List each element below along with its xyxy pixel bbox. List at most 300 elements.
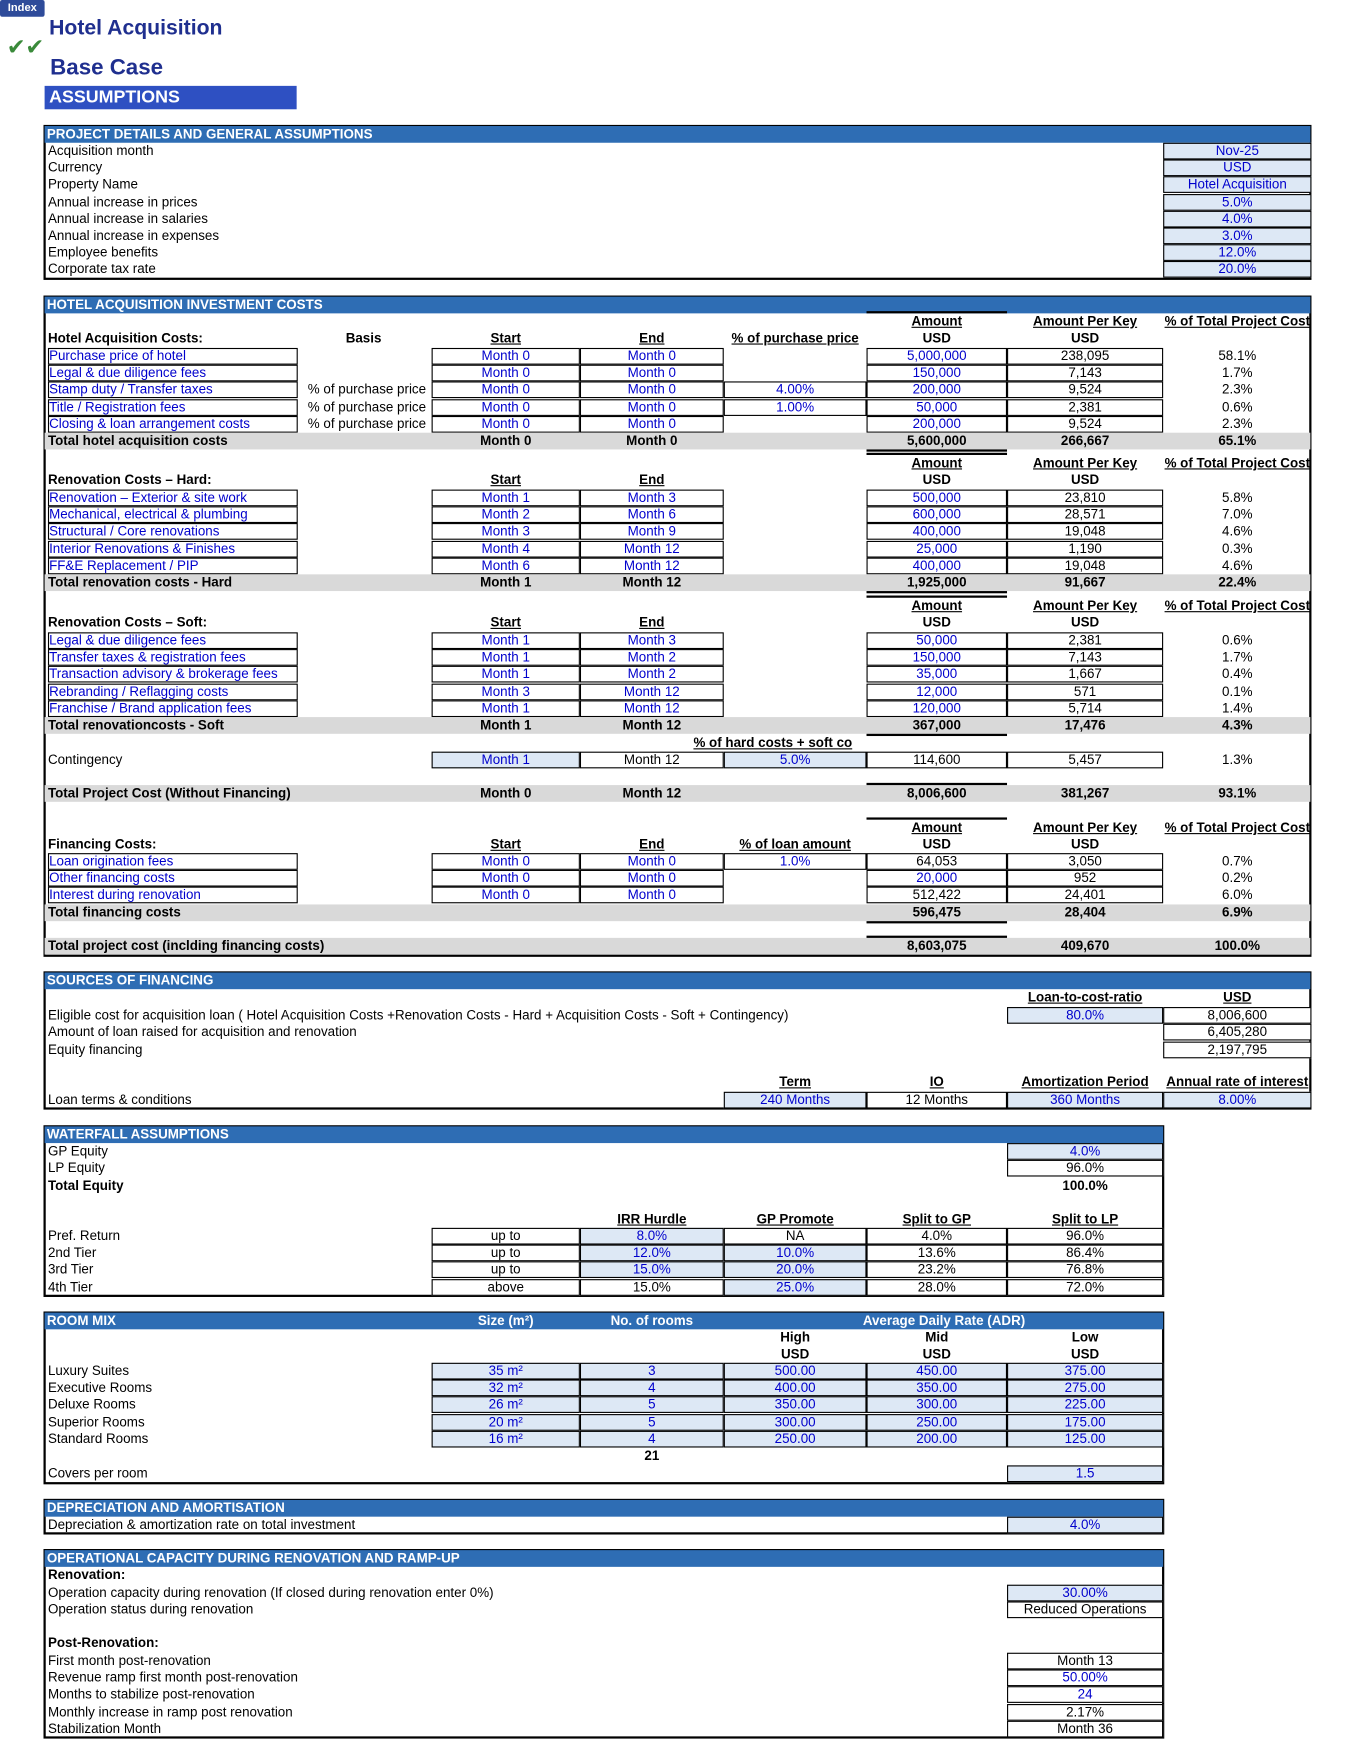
project-label: Acquisition month: [47, 142, 154, 159]
term-value[interactable]: 240 Months: [724, 1092, 867, 1109]
financing-label[interactable]: Interest during renovation: [48, 887, 298, 904]
status-label: Operation status during renovation: [47, 1601, 254, 1618]
term-header: Term: [779, 1073, 811, 1090]
adr-high-value[interactable]: 350.00: [724, 1397, 867, 1414]
perkey-value[interactable]: 238,095: [1007, 348, 1163, 365]
adr-low-value[interactable]: 375.00: [1007, 1363, 1163, 1380]
split-gp-value[interactable]: 4.0%: [867, 1228, 1008, 1245]
financing-pct-total: 0.2%: [1222, 870, 1253, 886]
project-value[interactable]: Nov-25: [1163, 143, 1311, 160]
financing-start[interactable]: Month 0: [432, 853, 580, 870]
financing-amount[interactable]: 20,000: [867, 870, 1008, 887]
start-header: Start: [490, 614, 521, 631]
end-month[interactable]: Month 12: [580, 557, 724, 574]
perkey-value[interactable]: 2,381: [1007, 632, 1163, 649]
tpc-perkey: 381,267: [1060, 785, 1110, 801]
end-header: End: [639, 330, 665, 346]
split-gp-value[interactable]: 23.2%: [867, 1262, 1008, 1279]
perkey-header: Amount Per Key: [1033, 313, 1138, 329]
project-value[interactable]: Hotel Acquisition: [1163, 177, 1311, 194]
start-month[interactable]: Month 4: [432, 540, 580, 557]
total-label: Total renovationcosts - Soft: [47, 717, 224, 733]
adr-high: High: [780, 1329, 811, 1345]
pct-input[interactable]: 1.00%: [724, 399, 867, 416]
total-perkey: 266,667: [1060, 432, 1110, 449]
end-month[interactable]: Month 0: [580, 365, 724, 382]
basis-text: % of purchase price: [307, 415, 427, 432]
financing-start[interactable]: Month 0: [432, 870, 580, 887]
room-size[interactable]: 16 m²: [432, 1431, 580, 1448]
room-type-label: Standard Rooms: [47, 1430, 149, 1447]
adr-high-value[interactable]: 500.00: [724, 1363, 867, 1380]
room-count[interactable]: 4: [580, 1380, 724, 1397]
usd-header: USD: [1070, 330, 1100, 346]
adr-low-value[interactable]: 125.00: [1007, 1431, 1163, 1448]
perkey-value[interactable]: 23,810: [1007, 490, 1163, 507]
perkey-value[interactable]: 7,143: [1007, 365, 1163, 382]
total-pct: 65.1%: [1218, 432, 1257, 449]
cost-item-label[interactable]: Title / Registration fees: [48, 399, 298, 416]
pct-total-header: % of Total Project Cost: [1164, 455, 1311, 471]
contingency-perkey[interactable]: 5,457: [1007, 752, 1163, 769]
pct-total-value: 58.1%: [1218, 347, 1257, 364]
split-lp-value[interactable]: 96.0%: [1007, 1228, 1163, 1245]
gp-promote-value[interactable]: 25.0%: [724, 1279, 867, 1296]
split-lp-header: Split to LP: [1051, 1211, 1119, 1227]
pct-total-value: 0.1%: [1222, 683, 1253, 699]
total-start: Month 1: [480, 717, 532, 733]
total-end: Month 0: [626, 432, 678, 449]
basis-header: Basis: [345, 330, 382, 346]
total-perkey: 17,476: [1064, 717, 1106, 733]
rule: [867, 591, 1008, 593]
end-month[interactable]: Month 3: [580, 632, 724, 649]
pct-total-value: 0.6%: [1222, 632, 1253, 648]
rule: [867, 734, 1008, 736]
equity-value[interactable]: 2,197,795: [1163, 1042, 1311, 1059]
start-month[interactable]: Month 2: [432, 507, 580, 524]
financing-amount[interactable]: 64,053: [867, 853, 1008, 870]
perkey-value[interactable]: 19,048: [1007, 523, 1163, 540]
irr-hurdle-value[interactable]: 8.0%: [580, 1228, 724, 1245]
room-size[interactable]: 20 m²: [432, 1414, 580, 1431]
usd-header: USD: [1223, 989, 1252, 1005]
rate-header: Annual rate of interest: [1166, 1073, 1309, 1090]
pct-total-header: % of Total Project Cost: [1164, 819, 1311, 836]
start-month[interactable]: Month 0: [432, 382, 580, 399]
irr-hurdle-value[interactable]: 15.0%: [580, 1262, 724, 1279]
pct-total-value: 5.8%: [1222, 489, 1253, 506]
room-total: 21: [644, 1447, 660, 1464]
total-equity-label: Total Equity: [47, 1177, 124, 1194]
amount-header: Amount: [911, 819, 963, 836]
eligible-value[interactable]: 8,006,600: [1163, 1007, 1311, 1024]
status-value[interactable]: Reduced Operations: [1007, 1601, 1163, 1618]
pct-total-header: % of Total Project Cost: [1164, 597, 1311, 614]
pct-total-value: 1.7%: [1222, 364, 1253, 381]
project-label: Currency: [47, 159, 103, 176]
depreciation-header: DEPRECIATION AND AMORTISATION: [45, 1500, 1164, 1517]
project-label: Property Name: [47, 176, 138, 193]
total-label: Total renovation costs - Hard: [47, 574, 233, 590]
amount-value[interactable]: 150,000: [867, 649, 1008, 666]
irr-hurdle-value[interactable]: 15.0%: [580, 1279, 724, 1296]
total-amount: 5,600,000: [906, 432, 967, 449]
project-value[interactable]: 12.0%: [1163, 244, 1311, 261]
adr-mid-value[interactable]: 250.00: [867, 1414, 1008, 1431]
grand-total-pct: 100.0%: [1214, 937, 1261, 954]
financing-pct[interactable]: 1.0%: [724, 853, 867, 870]
project-label: Employee benefits: [47, 244, 159, 261]
end-month[interactable]: Month 2: [580, 666, 724, 683]
start-month[interactable]: Month 1: [432, 490, 580, 507]
terms-label: Loan terms & conditions: [47, 1091, 192, 1108]
post-renovation-label: Months to stabilize post-renovation: [47, 1686, 255, 1703]
adr-mid-value[interactable]: 200.00: [867, 1431, 1008, 1448]
financing-end[interactable]: Month 0: [580, 853, 724, 870]
financing-amount[interactable]: 512,422: [867, 887, 1008, 904]
gp-equity-value[interactable]: 4.0%: [1007, 1143, 1163, 1160]
adr-low-value[interactable]: 275.00: [1007, 1380, 1163, 1397]
end-month[interactable]: Month 12: [580, 540, 724, 557]
room-count[interactable]: 3: [580, 1363, 724, 1380]
project-value[interactable]: 3.0%: [1163, 228, 1311, 245]
amount-value[interactable]: 35,000: [867, 666, 1008, 683]
grand-total-perkey: 409,670: [1060, 937, 1110, 954]
project-header: PROJECT DETAILS AND GENERAL ASSUMPTIONS: [45, 126, 1311, 143]
contingency-amount[interactable]: 114,600: [867, 752, 1008, 769]
perkey-value[interactable]: 571: [1007, 683, 1163, 700]
post-renovation-value[interactable]: Month 13: [1007, 1653, 1163, 1670]
post-renovation-label: First month post-renovation: [47, 1652, 211, 1669]
usd-header: USD: [1070, 1346, 1100, 1362]
start-month[interactable]: Month 0: [432, 416, 580, 433]
contingency-start[interactable]: Month 1: [432, 752, 580, 769]
gp-promote-value[interactable]: 10.0%: [724, 1245, 867, 1262]
ltc-header: Loan-to-cost-ratio: [1027, 989, 1143, 1005]
grand-total-amount: 8,603,075: [906, 937, 967, 954]
post-renovation-value[interactable]: 2.17%: [1007, 1704, 1163, 1721]
depreciation-value[interactable]: 4.0%: [1007, 1517, 1163, 1534]
financing-end[interactable]: Month 0: [580, 870, 724, 887]
cost-item-label[interactable]: Closing & loan arrangement costs: [48, 416, 298, 433]
adr-low-value[interactable]: 225.00: [1007, 1397, 1163, 1414]
cost-item-label[interactable]: Transfer taxes & registration fees: [48, 649, 298, 666]
financing-label[interactable]: Other financing costs: [48, 870, 298, 887]
contingency-label: Contingency: [47, 751, 123, 768]
financing-end[interactable]: Month 0: [580, 887, 724, 904]
loan-value[interactable]: 6,405,280: [1163, 1024, 1311, 1041]
financing-total-perkey: 28,404: [1064, 904, 1106, 921]
checkmark-icon: ✔✔: [6, 35, 45, 61]
total-pct: 22.4%: [1218, 574, 1257, 590]
adr-mid-value[interactable]: 350.00: [867, 1380, 1008, 1397]
split-gp-header: Split to GP: [902, 1211, 971, 1227]
perkey-value[interactable]: 1,190: [1007, 540, 1163, 557]
split-gp-value[interactable]: 13.6%: [867, 1245, 1008, 1262]
tier-operator[interactable]: up to: [432, 1245, 580, 1262]
start-month[interactable]: Month 0: [432, 348, 580, 365]
loan-label: Amount of loan raised for acquisition and renovation: [47, 1023, 357, 1040]
cost-item-label[interactable]: Legal & due diligence fees: [48, 365, 298, 382]
room-size[interactable]: 32 m²: [432, 1380, 580, 1397]
group-title: Renovation Costs – Hard:: [47, 471, 212, 488]
project-label: Annual increase in expenses: [47, 227, 220, 244]
tier-operator[interactable]: above: [432, 1279, 580, 1296]
rule: [867, 817, 1008, 819]
end-month[interactable]: Month 0: [580, 399, 724, 416]
start-month[interactable]: Month 1: [432, 649, 580, 666]
io-header: IO: [929, 1073, 944, 1090]
index-tab-button[interactable]: Index: [0, 0, 45, 17]
pct-total-value: 0.3%: [1222, 540, 1253, 557]
perkey-value[interactable]: 9,524: [1007, 416, 1163, 433]
room-count[interactable]: 5: [580, 1414, 724, 1431]
rule: [867, 453, 1008, 455]
adr-low-value[interactable]: 175.00: [1007, 1414, 1163, 1431]
start-header: Start: [490, 836, 521, 853]
split-lp-value[interactable]: 86.4%: [1007, 1245, 1163, 1262]
tier-operator[interactable]: up to: [432, 1228, 580, 1245]
group-title: Hotel Acquisition Costs:: [47, 330, 203, 346]
io-value[interactable]: 12 Months: [867, 1092, 1008, 1109]
rule: [867, 596, 1008, 598]
total-label: Total hotel acquisition costs: [47, 432, 228, 449]
end-month[interactable]: Month 0: [580, 348, 724, 365]
gp-equity-label: GP Equity: [47, 1143, 108, 1159]
perkey-header: Amount Per Key: [1033, 455, 1138, 471]
room-count[interactable]: 5: [580, 1397, 724, 1414]
perkey-value[interactable]: 2,381: [1007, 399, 1163, 416]
irr-hurdle-header: IRR Hurdle: [617, 1211, 687, 1227]
split-gp-value[interactable]: 28.0%: [867, 1279, 1008, 1296]
total-start: Month 0: [480, 432, 532, 449]
covers-label: Covers per room: [47, 1465, 148, 1481]
cost-item-label[interactable]: Stamp duty / Transfer taxes: [48, 382, 298, 399]
contingency-pct-total: 1.3%: [1222, 751, 1253, 768]
post-renovation-value[interactable]: 24: [1007, 1687, 1163, 1704]
financing-total-pct: 6.9%: [1222, 904, 1253, 921]
amount-value[interactable]: 5,000,000: [867, 348, 1008, 365]
amount-value[interactable]: 50,000: [867, 399, 1008, 416]
room-size[interactable]: 26 m²: [432, 1397, 580, 1414]
adr-high-value[interactable]: 300.00: [724, 1414, 867, 1431]
adr-mid-value[interactable]: 300.00: [867, 1397, 1008, 1414]
perkey-value[interactable]: 28,571: [1007, 507, 1163, 524]
start-month[interactable]: Month 0: [432, 365, 580, 382]
adr-mid-value[interactable]: 450.00: [867, 1363, 1008, 1380]
usd-header: USD: [922, 1346, 951, 1362]
cost-item-label[interactable]: Legal & due diligence fees: [48, 632, 298, 649]
sources-header: SOURCES OF FINANCING: [45, 972, 1311, 989]
start-header: Start: [490, 330, 521, 346]
post-renovation-value[interactable]: Month 36: [1007, 1721, 1163, 1738]
end-month[interactable]: Month 12: [580, 683, 724, 700]
contingency-pct[interactable]: 5.0%: [724, 752, 867, 769]
split-lp-value[interactable]: 76.8%: [1007, 1262, 1163, 1279]
covers-value[interactable]: 1.5: [1007, 1465, 1163, 1482]
end-header: End: [639, 614, 665, 631]
split-lp-value[interactable]: 72.0%: [1007, 1279, 1163, 1296]
pct-total-value: 2.3%: [1222, 415, 1253, 432]
rooms-header: No. of rooms: [610, 1312, 694, 1329]
tpc-end: Month 12: [622, 785, 682, 801]
ltc-value[interactable]: 80.0%: [1007, 1007, 1163, 1024]
room-mix-header: ROOM MIX: [45, 1313, 1164, 1330]
basis-text: % of purchase price: [307, 398, 427, 415]
amount-value[interactable]: 150,000: [867, 365, 1008, 382]
amount-value[interactable]: 12,000: [867, 683, 1008, 700]
financing-total-amount: 596,475: [912, 904, 961, 921]
tier-label: 3rd Tier: [47, 1261, 94, 1278]
perkey-value[interactable]: 1,667: [1007, 666, 1163, 683]
start-month[interactable]: Month 1: [432, 700, 580, 717]
lp-equity-label: LP Equity: [47, 1159, 106, 1176]
project-value[interactable]: USD: [1163, 160, 1311, 177]
contingency-end[interactable]: Month 12: [580, 752, 724, 769]
amount-value[interactable]: 600,000: [867, 507, 1008, 524]
adr-mid: Mid: [925, 1329, 949, 1345]
project-label: Annual increase in prices: [47, 193, 198, 210]
amount-value[interactable]: 400,000: [867, 523, 1008, 540]
pct-total-value: 0.4%: [1222, 666, 1253, 682]
operations-header: OPERATIONAL CAPACITY DURING RENOVATION AND RAMP-UP: [45, 1550, 1164, 1567]
usd-header: USD: [1070, 614, 1100, 631]
total-end: Month 12: [622, 574, 682, 590]
start-month[interactable]: Month 6: [432, 557, 580, 574]
pct-total-value: 4.6%: [1222, 523, 1253, 540]
gp-promote-header: GP Promote: [756, 1211, 834, 1227]
pct-header: % of loan amount: [739, 836, 851, 853]
amount-value[interactable]: 200,000: [867, 416, 1008, 433]
project-value[interactable]: 5.0%: [1163, 194, 1311, 211]
perkey-value[interactable]: 9,524: [1007, 382, 1163, 399]
end-month[interactable]: Month 9: [580, 523, 724, 540]
amount-value[interactable]: 120,000: [867, 700, 1008, 717]
tpc-label: Total Project Cost (Without Financing): [47, 785, 291, 801]
total-end: Month 12: [622, 717, 682, 733]
adr-high-value[interactable]: 400.00: [724, 1380, 867, 1397]
cost-item-label[interactable]: Rebranding / Reflagging costs: [48, 683, 298, 700]
rate-value[interactable]: 8.00%: [1163, 1092, 1311, 1109]
end-month[interactable]: Month 12: [580, 700, 724, 717]
basis-text: [308, 365, 431, 382]
perkey-value[interactable]: 5,714: [1007, 700, 1163, 717]
investment-header: HOTEL ACQUISITION INVESTMENT COSTS: [45, 297, 1311, 314]
amount-value[interactable]: 400,000: [867, 557, 1008, 574]
end-month[interactable]: Month 0: [580, 382, 724, 399]
amount-value[interactable]: 500,000: [867, 490, 1008, 507]
rule: [867, 921, 1008, 923]
pct-total-header: % of Total Project Cost: [1164, 313, 1311, 329]
rule: [867, 449, 1008, 451]
project-value[interactable]: 4.0%: [1163, 211, 1311, 228]
end-header: End: [639, 471, 665, 488]
tier-operator[interactable]: up to: [432, 1262, 580, 1279]
cost-item-label[interactable]: Renovation – Exterior & site work: [48, 490, 298, 507]
renovation-title: Renovation:: [47, 1566, 126, 1583]
financing-start[interactable]: Month 0: [432, 887, 580, 904]
grand-total-label: Total project cost (inclding financing costs): [47, 937, 325, 954]
room-type-label: Executive Rooms: [47, 1379, 153, 1396]
tier-label: 4th Tier: [47, 1278, 93, 1295]
perkey-value[interactable]: 7,143: [1007, 649, 1163, 666]
start-month[interactable]: Month 0: [432, 399, 580, 416]
amount-value[interactable]: 50,000: [867, 632, 1008, 649]
financing-perkey[interactable]: 952: [1007, 870, 1163, 887]
room-type-label: Superior Rooms: [47, 1413, 145, 1430]
page-title: Hotel Acquisition: [49, 16, 223, 41]
post-renovation-label: Monthly increase in ramp post renovation: [47, 1703, 293, 1720]
financing-perkey[interactable]: 3,050: [1007, 853, 1163, 870]
total-start: Month 1: [480, 574, 532, 590]
lp-equity-value[interactable]: 96.0%: [1007, 1160, 1163, 1177]
gp-promote-value[interactable]: NA: [724, 1228, 867, 1245]
start-month[interactable]: Month 1: [432, 632, 580, 649]
perkey-value[interactable]: 19,048: [1007, 557, 1163, 574]
adr-header: Average Daily Rate (ADR): [862, 1312, 1026, 1329]
financing-pct-total: 0.7%: [1222, 853, 1253, 869]
financing-label[interactable]: Loan origination fees: [48, 853, 298, 870]
end-header: End: [639, 836, 665, 853]
total-amount: 367,000: [912, 717, 961, 733]
room-type-label: Luxury Suites: [47, 1362, 130, 1379]
cost-item-label[interactable]: Purchase price of hotel: [48, 348, 298, 365]
gp-promote-value[interactable]: 20.0%: [724, 1262, 867, 1279]
room-type-label: Deluxe Rooms: [47, 1396, 136, 1413]
room-size[interactable]: 35 m²: [432, 1363, 580, 1380]
end-month[interactable]: Month 3: [580, 490, 724, 507]
start-month[interactable]: Month 3: [432, 683, 580, 700]
start-month[interactable]: Month 1: [432, 666, 580, 683]
cost-item-label[interactable]: Transaction advisory & brokerage fees: [48, 666, 298, 683]
end-month[interactable]: Month 2: [580, 649, 724, 666]
cost-item-label[interactable]: FF&E Replacement / PIP: [48, 557, 298, 574]
end-month[interactable]: Month 6: [580, 507, 724, 524]
pct-input[interactable]: 4.00%: [724, 382, 867, 399]
amount-value[interactable]: 25,000: [867, 540, 1008, 557]
project-label: Annual increase in salaries: [47, 210, 208, 227]
amount-header: Amount: [911, 597, 963, 614]
cost-item-label[interactable]: Franchise / Brand application fees: [48, 700, 298, 717]
pct-total-value: 1.7%: [1222, 649, 1253, 665]
post-renovation-value[interactable]: 50.00%: [1007, 1670, 1163, 1687]
financing-perkey[interactable]: 24,401: [1007, 887, 1163, 904]
irr-hurdle-value[interactable]: 12.0%: [580, 1245, 724, 1262]
eligible-label: Eligible cost for acquisition loan ( Hotel Acquisition Costs +Renovation Costs - Hard + Acquisition Costs - Soft + Contingency): [47, 1007, 789, 1023]
amort-value[interactable]: 360 Months: [1007, 1092, 1163, 1109]
amount-value[interactable]: 200,000: [867, 382, 1008, 399]
pct-total-value: 2.3%: [1222, 381, 1253, 398]
pct-total-value: 1.4%: [1222, 700, 1253, 716]
adr-high-value[interactable]: 250.00: [724, 1431, 867, 1448]
post-renovation-label: Revenue ramp first month post-renovation: [47, 1669, 298, 1686]
cost-item-label[interactable]: Structural / Core renovations: [48, 523, 298, 540]
total-equity-value: 100.0%: [1062, 1177, 1108, 1194]
cost-item-label[interactable]: Mechanical, electrical & plumbing: [48, 507, 298, 524]
capacity-value[interactable]: 30.00%: [1007, 1585, 1163, 1602]
start-month[interactable]: Month 3: [432, 523, 580, 540]
project-value[interactable]: 20.0%: [1163, 261, 1311, 278]
financing-pct-total: 6.0%: [1222, 887, 1253, 903]
assumptions-banner: ASSUMPTIONS: [45, 86, 297, 109]
room-count[interactable]: 4: [580, 1431, 724, 1448]
pct-total-value: 4.6%: [1222, 557, 1253, 573]
amount-header: Amount: [911, 455, 963, 471]
cost-item-label[interactable]: Interior Renovations & Finishes: [48, 540, 298, 557]
usd-header: USD: [1070, 836, 1100, 853]
end-month[interactable]: Month 0: [580, 416, 724, 433]
